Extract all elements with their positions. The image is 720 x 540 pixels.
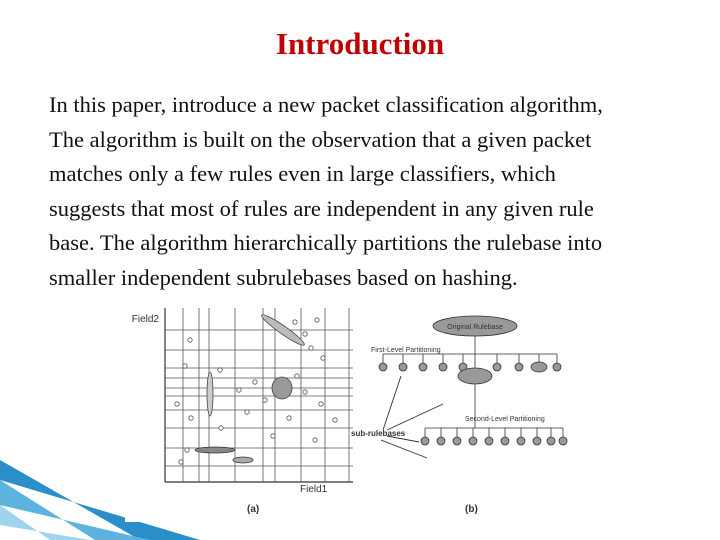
second-level-label: Second-Level Partitioning — [465, 416, 545, 423]
rule-point — [179, 460, 183, 464]
rule-point — [189, 416, 193, 420]
rule-point — [183, 364, 187, 368]
subrulebases-label: sub-rulebases — [351, 429, 406, 438]
first-level-nodes — [379, 354, 561, 384]
rule-point — [303, 390, 307, 394]
rule-point — [321, 356, 325, 360]
rule-shape — [195, 447, 235, 453]
rule-point — [237, 388, 241, 392]
rule-point — [319, 402, 323, 406]
tree-node — [559, 437, 567, 445]
paragraph-line: The algorithm is built on the observation that a given packet — [49, 126, 592, 152]
tree-node — [419, 363, 427, 371]
rule-shape — [272, 377, 292, 399]
rule-point — [253, 380, 257, 384]
tree-node — [531, 362, 547, 372]
root-node-label: Original Rulebase — [447, 324, 503, 331]
rule-point — [218, 368, 222, 372]
rule-point — [309, 346, 313, 350]
tree-node — [533, 437, 541, 445]
slide-title: Introduction — [275, 26, 445, 61]
rule-shape — [233, 457, 253, 463]
arrow-line — [383, 376, 401, 430]
paragraph-line: matches only a few rules even in large classifiers, which — [49, 161, 556, 186]
tree-node — [547, 437, 555, 445]
rule-point — [315, 318, 319, 322]
rule-point — [219, 426, 223, 430]
rule-point — [287, 416, 291, 420]
tree-node-large — [458, 368, 492, 384]
tree-node — [517, 437, 525, 445]
tree-node — [501, 437, 509, 445]
tree-node — [399, 363, 407, 371]
first-level-label: First-Level Partitioning — [371, 347, 441, 354]
tree-node — [485, 437, 493, 445]
arrow-line — [381, 440, 427, 458]
panel-a-caption: (a) — [247, 504, 260, 515]
tree-node — [379, 363, 387, 371]
tree-node — [553, 363, 561, 371]
rule-point — [263, 398, 267, 402]
tree-node — [515, 363, 523, 371]
tree-node — [453, 437, 461, 445]
rule-point — [303, 332, 307, 336]
rule-partition-figure — [125, 300, 595, 522]
body-paragraph — [49, 88, 689, 295]
paragraph-line: base. The algorithm hierarchically partitions the rulebase into — [49, 230, 603, 255]
tree-node — [439, 363, 447, 371]
rule-point — [185, 448, 189, 452]
panel-b — [379, 316, 567, 458]
paragraph-line: In this paper, introduce a new packet classification algorithm, — [49, 92, 603, 117]
tree-node — [469, 437, 477, 445]
panel-a — [165, 308, 353, 482]
x-axis-label: Field1 — [300, 484, 328, 495]
rule-point — [293, 320, 297, 324]
figure-svg — [125, 300, 595, 522]
rule-point — [175, 402, 179, 406]
rule-point — [271, 434, 275, 438]
rule-shape — [207, 372, 213, 416]
paragraph-line: smaller independent subrulebases based on hashing. — [49, 264, 518, 290]
subrulebase-arrows — [381, 376, 443, 458]
tree-node — [437, 437, 445, 445]
tree-node — [493, 363, 501, 371]
tree-node — [421, 437, 429, 445]
rule-point — [188, 338, 192, 342]
y-axis-label: Field2 — [131, 314, 159, 325]
rule-point — [313, 438, 317, 442]
paragraph-line: suggests that most of rules are independent in any given rule — [49, 195, 594, 221]
rule-point — [245, 410, 249, 414]
arrow-line — [387, 404, 443, 430]
rule-point — [333, 418, 337, 422]
rule-point — [295, 374, 299, 378]
panel-b-caption: (b) — [465, 504, 478, 515]
second-level-nodes — [421, 428, 567, 445]
